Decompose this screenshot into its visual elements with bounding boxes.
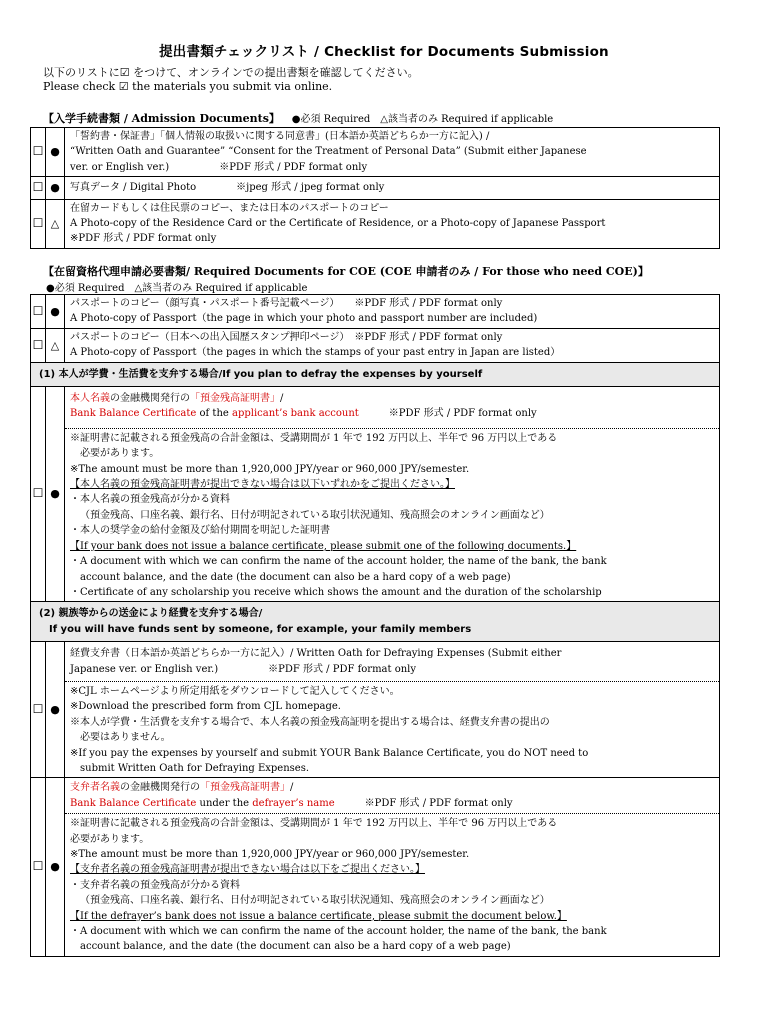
note-line: ※証明書に記載される預金残高の合計金額は、受講期間が 1 年で 192 万円以上、半年で 96 万円以上である [70,432,558,444]
alt-item: account balance, and the date (the document can also be a hard copy of a web page) [80,571,511,583]
family-heading-en: If you will have funds sent by someone, for example, your family members [49,623,472,635]
row-line: ver. or English ver.) ※PDF 形式 / PDF format only [70,161,368,173]
notes-block [65,813,719,955]
row-text [65,199,720,248]
admission-table [30,127,720,249]
checkbox[interactable]: ☐ [31,387,46,602]
coe-heading: 【在留資格代理申請必要書類/ Required Documents for COE (COE 申請者のみ / For those who need COE)】 [43,265,649,278]
row-text [65,295,720,329]
alt-item: ・A document with which we can confirm the name of the account holder, the name of the bank, the bank [70,556,607,568]
notes-block [65,681,719,776]
alt-item: ・Certificate of any scholarship you receive which shows the amount and the duration of the scholarship [70,586,602,598]
required-mark: ● [46,642,65,778]
row-line: 経費支弁書（日本語か英語どちらか一方に記入）/ Written Oath for Defraying Expenses (Submit either [70,648,562,660]
highlight-text: 支弁者名義 [70,782,120,794]
plain-text: / [280,393,284,405]
admission-heading-text: 【入学手続書類 / Admission Documents】 [43,112,280,125]
highlight-text: defrayer’s name [252,797,335,809]
table-row [31,778,720,956]
row-line: パスポートのコピー（日本への出入国歴スタンプ押印ページ） ※PDF 形式 / PDF format only [70,331,503,343]
note-line: ※CJL ホームページより所定用紙をダウンロードして記入してください。 [70,685,400,697]
self-funding-heading: (1) 本人が学費・生活費を支弁する場合/If you plan to defray the expenses by yourself [31,362,720,386]
alt-item: ・A document with which we can confirm the name of the account holder, the name of the bank, the bank [70,926,607,938]
alt-item: ・本人名義の預金残高が分かる資料 [70,494,230,506]
row-text [65,177,720,199]
row-text [65,642,720,778]
note-line: ※If you pay the expenses by yourself and submit YOUR Bank Balance Certificate, you do NOT need to [70,747,589,759]
alt-item: ・本人の奨学金の給付金額及び給付期間を明記した証明書 [70,525,330,537]
note-line: ※Download the prescribed form from CJL homepage. [70,701,341,713]
row-line: “Written Oath and Guarantee” “Consent for the Treatment of Personal Data” (Submit either Japanese [70,146,587,158]
notes-block [65,428,719,600]
row-line: ※PDF 形式 / PDF format only [70,233,217,245]
plain-text: の金融機関発行の [110,393,190,405]
checkbox[interactable]: ☐ [31,295,46,329]
plain-text: ※PDF 形式 / PDF format only [358,408,537,420]
note-line: ※本人が学費・生活費を支弁する場合で、本人名義の預金残高証明を提出する場合は、経費支弁書の提出の [70,716,550,728]
checkbox[interactable]: ☐ [31,642,46,778]
row-line: 在留カードもしくは住民票のコピー、または日本のパスポートのコピー [70,202,389,214]
section-row [31,602,720,642]
alt-item: ・支弁者名義の預金残高が分かる資料 [70,879,240,891]
highlight-text: Bank Balance Certificate [70,408,197,420]
section-row [31,362,720,386]
alt-heading-jp: 【支弁者名義の預金残高証明書が提出できない場合は以下をご提出ください。】 [70,864,425,876]
plain-text: ※PDF 形式 / PDF format only [334,797,513,809]
family-heading-jp: (2) 親族等からの送金により経費を支弁する場合/ [39,608,263,620]
alt-heading-en: 【If the defrayer’s bank does not issue a balance certificate, please submit the document below.】 [70,910,567,922]
row-line: 写真データ / Digital Photo ※jpeg 形式 / jpeg format only [70,182,385,194]
coe-legend: ●必須 Required △該当者のみ Required if applicable [46,283,308,294]
required-mark: ● [46,177,65,199]
table-row [31,295,720,329]
table-row [31,128,720,177]
page-title: 提出書類チェックリスト / Checklist for Documents Submission [159,44,609,60]
admission-heading [43,110,553,126]
checkbox[interactable]: ☐ [31,199,46,248]
row-line: A Photo-copy of Passport（the page in which your photo and passport number are included) [70,313,538,325]
row-line: A Photo-copy of the Residence Card or the Certificate of Residence, or a Photo-copy of Japanese Passport [70,218,606,230]
alt-item: account balance, and the date (the document can also be a hard copy of a web page) [80,941,511,953]
row-line: A Photo-copy of Passport（the pages in which the stamps of your past entry in Japan are listed） [70,347,561,359]
table-row [31,199,720,248]
checkbox[interactable]: ☐ [31,128,46,177]
row-text [65,128,720,177]
highlight-text: 「預金残高証明書」 [200,782,290,794]
alt-item: （預金残高、口座名義、銀行名、日付が明記されている取引状況通知、残高照会のオンライン画面など） [80,509,550,521]
intro-jp: 以下のリストに☑ をつけて、オンラインでの提出書類を確認してください。 [43,66,419,79]
row-line: パスポートのコピー（顔写真・パスポート番号記載ページ） ※PDF 形式 / PDF format only [70,298,503,309]
row-text [65,778,720,956]
table-row [31,387,720,602]
plain-text: / [290,782,294,794]
table-row [31,642,720,778]
doc-title-jp [70,780,714,795]
checkbox[interactable]: ☐ [31,328,46,362]
row-text [65,387,720,602]
row-line: 「誓約書・保証書」「個人情報の取扱いに関する同意書」(日本語か英語どちらか一方に記入) / [70,131,490,142]
alt-heading-en: 【If your bank does not issue a balance certificate, please submit one of the following documents.】 [70,540,577,552]
note-line: ※The amount must be more than 1,920,000 JPY/year or 960,000 JPY/semester. [70,463,470,475]
note-line: ※The amount must be more than 1,920,000 JPY/year or 960,000 JPY/semester. [70,849,470,860]
plain-text: の金融機関発行の [120,782,200,794]
doc-title-en [70,796,714,811]
alt-item: （預金残高、口座名義、銀行名、日付が明記されている取引状況通知、残高照会のオンライン画面など） [80,895,550,907]
note-line: submit Written Oath for Defraying Expenses. [80,762,310,774]
required-mark: ● [46,778,65,956]
coe-table [30,294,720,957]
required-mark: △ [46,328,65,362]
admission-legend: ●必須 Required △該当者のみ Required if applicable [291,114,554,125]
table-row [31,177,720,199]
doc-title-en [70,406,714,421]
required-mark: ● [46,128,65,177]
doc-title-jp [70,391,714,406]
note-line: 必要があります。 [70,833,150,845]
family-funding-heading [31,602,720,642]
highlight-text: 本人名義 [70,393,110,405]
note-line: 必要はありません。 [80,732,171,744]
row-line: Japanese ver. or English ver.) ※PDF 形式 / PDF format only [70,663,417,675]
checkbox[interactable]: ☐ [31,778,46,956]
intro-en: Please check ☑ the materials you submit via online. [43,80,333,93]
plain-text: of the [196,408,232,420]
checkbox[interactable]: ☐ [31,177,46,199]
note-line: ※証明書に記載される預金残高の合計金額は、受講期間が 1 年で 192 万円以上、半年で 96 万円以上である [70,818,558,830]
alt-heading-jp: 【本人名義の預金残高証明書が提出できない場合は以下いずれかをご提出ください。】 [70,479,455,491]
note-line: 必要があります。 [80,448,160,460]
highlight-text: 「預金残高証明書」 [190,393,280,405]
row-text [65,328,720,362]
required-mark: ● [46,387,65,602]
table-row [31,328,720,362]
highlight-text: applicant’s bank account [231,408,359,420]
plain-text: under the [196,797,253,809]
required-mark: △ [46,199,65,248]
highlight-text: Bank Balance Certificate [70,797,197,809]
required-mark: ● [46,295,65,329]
